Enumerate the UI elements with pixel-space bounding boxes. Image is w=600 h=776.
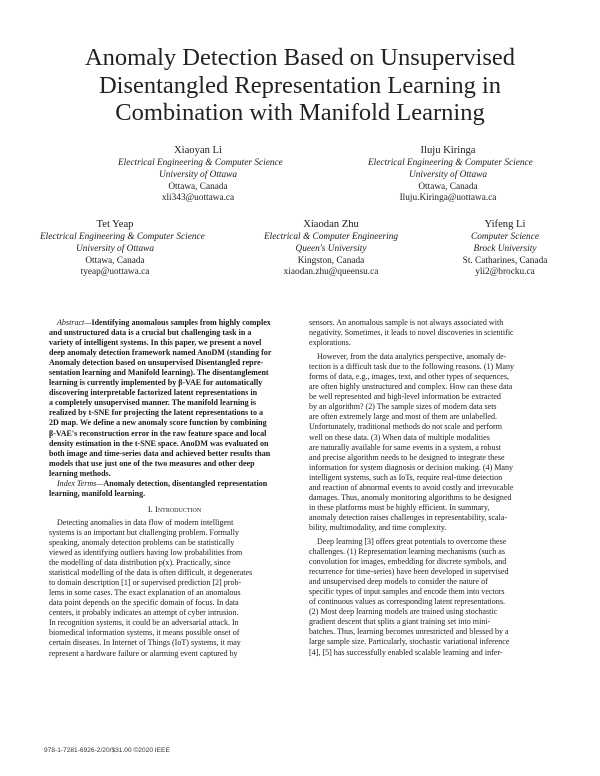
abstract-line: β-VAE's reconstruction error in the raw feature space and local bbox=[49, 428, 267, 438]
index-terms-line: Anomaly detection, disentangled representation bbox=[103, 478, 268, 488]
body-line: Deep learning [3] offers great potentials to overcome these bbox=[317, 536, 507, 546]
author-univ: University of Ottawa bbox=[409, 169, 487, 180]
intro-line: certain diseases. In Internet of Things (IoT) systems, it may bbox=[49, 638, 241, 648]
author-name: Iluju Kiringa bbox=[420, 145, 476, 156]
intro-line: In recognition systems, it could be an adversarial attack. In bbox=[49, 618, 239, 628]
body-line: anomaly detection raises challenges in representability, scala- bbox=[309, 512, 508, 522]
abstract-line: sentation learning and Manifold learning). The disentanglement bbox=[49, 368, 269, 378]
intro-line: represent a hardware failure or alarming event captured by bbox=[49, 648, 238, 658]
body-line: sensors. An anomalous sample is not always associated with bbox=[309, 318, 504, 327]
body-line: forms of data, e.g., images, text, and other types of sequences, bbox=[309, 372, 509, 382]
intro-line: lems in some cases. The exact explanation of an anomalous bbox=[49, 588, 241, 598]
body-line: specific types of input samples and encode them into vectors bbox=[309, 587, 505, 597]
body-line: Unfortunately, traditional methods do not scale and perform bbox=[309, 422, 502, 432]
paragraph bbox=[309, 352, 560, 533]
author-block bbox=[256, 218, 406, 279]
index-terms-line: learning, manifold learning. bbox=[49, 488, 146, 498]
paper-title bbox=[40, 44, 560, 127]
author-block bbox=[430, 218, 580, 279]
author-name: Tet Yeap bbox=[96, 219, 134, 230]
abstract: Abstract—Identifying anomalous samples from highly complex and unstructured data is a crucial but challenging task in a variety of intelligent systems. In this paper, we present a novel deep anomaly detection framework named AnoDM (standing for Anomaly detection based on unsupervised Disentangled repre- sentation learning and Manifold learning). The disentanglement learning is currently implemented by β-VAE for automatically discovering interpretable factorized latent representations in a completely unsupervised manner. The manifold learning is realized by t-SNE for projecting the latent representations to a 2D map. We define a new anomaly score function by combining β-VAE's reconstruction error in the raw feature space and local density estimation in the t-SNE space. AnoDM was evaluated on both image and time-series data and achieved better results than models that use just one of the two measures and other deep learning methods. Index Terms—Anomaly detection, disentangled representation learning, manifold learning. bbox=[49, 318, 300, 499]
abstract-line: 2D map. We define a new anomaly score function by combining bbox=[49, 418, 267, 428]
intro-line: systems is an important but challenging problem. Formally bbox=[49, 527, 239, 537]
author-block bbox=[40, 218, 205, 279]
body-line: batches. Thus, learning becomes unrestricted and blessed by a bbox=[309, 627, 509, 637]
author-email: yli2@brocku.ca bbox=[475, 267, 535, 278]
intro-line: viewed as identifying outliers having low probabilities from bbox=[49, 548, 243, 558]
abstract-line: deep anomaly detection framework named AnoDM (standing for bbox=[49, 348, 272, 358]
body-line: (2) Most deep learning models are trained using stochastic bbox=[309, 607, 498, 617]
body-line: and unsupervised deep models to consider the nature of bbox=[309, 577, 488, 587]
section-heading: I. Introduction bbox=[147, 503, 202, 514]
abstract-line: models that use just one of the two measures and other deep bbox=[49, 458, 255, 468]
body-line: of continuous values as corresponding latent representations. bbox=[309, 597, 505, 607]
body-line: challenges. (1) Representation learning mechanisms (such as bbox=[309, 547, 505, 557]
index-terms-label: Index Terms bbox=[57, 478, 97, 488]
author-dept: Electrical Engineering & Computer Science bbox=[118, 158, 283, 168]
abstract-line: density estimation in the t-SNE space. AnoDM was evaluated on bbox=[49, 438, 269, 448]
abstract-line: variety of intelligent systems. In this paper, we present a novel bbox=[49, 338, 262, 348]
abstract-line: learning methods. bbox=[49, 468, 111, 478]
body-line: convolution for images, embedding for discrete symbols, and bbox=[309, 557, 507, 567]
author-location: Ottawa, Canada bbox=[85, 255, 145, 266]
body-line: bility, multimodality, and time complexity. bbox=[309, 522, 447, 532]
body-line: recurrence for time-series) have been developed in supervised bbox=[309, 567, 509, 577]
author-dept: Electrical Engineering & Computer Science bbox=[368, 158, 533, 168]
body-line: damages. Thus, anomaly monitoring algorithms to be designed bbox=[309, 492, 512, 502]
abstract-label: Abstract bbox=[57, 318, 85, 327]
title-line: Combination with Manifold Learning bbox=[115, 99, 485, 126]
title-line: Disentangled Representation Learning in bbox=[98, 71, 502, 99]
left-column bbox=[49, 318, 300, 659]
body-line: be well represented and high-level information be extracted bbox=[309, 392, 501, 402]
title-line: Anomaly Detection Based on Unsupervised bbox=[84, 44, 516, 71]
author-dept: Computer Science bbox=[471, 232, 539, 242]
paragraph bbox=[309, 537, 560, 658]
body-line: are naturally available for same events in a system, a robust bbox=[309, 442, 501, 452]
intro-paragraph bbox=[49, 518, 300, 659]
author-block bbox=[118, 144, 283, 205]
author-location: Kingston, Canada bbox=[297, 255, 365, 266]
intro-line: speaking, anomaly detection problems can be statistically bbox=[49, 537, 235, 547]
author-univ: Queen's University bbox=[295, 243, 367, 254]
abstract-line: a completely unsupervised manner. The manifold learning is bbox=[49, 398, 257, 408]
body-line: However, from the data analytics perspective, anomaly de- bbox=[317, 352, 507, 362]
copyright-footer: 978-1-7281-6926-2/20/$31.00 ©2020 IEEE bbox=[44, 747, 170, 754]
abstract-line: learning is currently implemented by β-VAE for automatically bbox=[49, 378, 263, 388]
body-line: gradient descent that splits a giant training set into mini- bbox=[309, 617, 491, 627]
author-location: Ottawa, Canada bbox=[168, 181, 228, 192]
body-line: well on these data. (3) When data of multiple modalities bbox=[309, 432, 490, 442]
abstract-line: Identifying anomalous samples from highly complex bbox=[91, 318, 271, 327]
abstract-line: both image and time-series data and achieved better results than bbox=[49, 448, 271, 458]
author-univ: Brock University bbox=[473, 243, 537, 254]
author-email: xli343@uottawa.ca bbox=[161, 193, 235, 204]
body-line: and reaction of abnormal events to avoid costly and irrevocable bbox=[309, 482, 514, 492]
intro-line: biomedical information systems, it means possible onset of bbox=[49, 628, 240, 638]
abstract-line: realized by t-SNE for projecting the latent representations to a bbox=[49, 408, 264, 418]
body-line: are often highly unstructured and complex. How can these data bbox=[309, 382, 513, 392]
intro-line: the modelling of data distribution p(x). Practically, since bbox=[49, 558, 231, 568]
right-column bbox=[309, 318, 560, 658]
abstract-line: discovering interpretable factorized latent representations in bbox=[49, 388, 258, 398]
body-line: large sample size. Particularly, stochastic variational inference bbox=[309, 637, 510, 647]
body-line: by an algorithm? (2) The sample sizes of modern data sets bbox=[309, 402, 497, 412]
body-line: and precise algorithm needs to be designed to integrate these bbox=[309, 452, 505, 462]
body-line: are often extremely large and most of them are unlabelled. bbox=[309, 412, 497, 422]
author-name: Yifeng Li bbox=[484, 219, 526, 230]
author-block bbox=[368, 144, 533, 205]
author-dept: Electrical & Computer Engineering bbox=[263, 232, 398, 242]
body-line: information for system diagnosis or decision making. (4) Many bbox=[309, 462, 514, 472]
paragraph bbox=[309, 318, 560, 348]
body-line: negativity. Sometimes, it leads to novel discoveries in scientific bbox=[309, 328, 514, 338]
author-dept: Electrical Engineering & Computer Science bbox=[40, 232, 205, 242]
author-email: xiaodan.zhu@queensu.ca bbox=[283, 267, 379, 278]
body-line: [4], [5] has successfully enabled scalable learning and infer- bbox=[309, 647, 503, 657]
intro-line: statistical modelling of the data is often difficult, it degenerates bbox=[49, 568, 253, 578]
author-name: Xiaodan Zhu bbox=[303, 219, 359, 230]
body-line: tection is a difficult task due to the following reasons. (1) Many bbox=[309, 362, 515, 372]
intro-line: Detecting anomalies in data flow of modern intelligent bbox=[57, 517, 234, 527]
author-email: tyeap@uottawa.ca bbox=[80, 267, 150, 278]
intro-line: to domain description [1] or supervised prediction [2] prob- bbox=[49, 578, 242, 588]
body-line: in these platforms must be highly efficient. In summary, bbox=[309, 502, 490, 512]
abstract-line: Anomaly detection based on unsupervised Disentangled repre- bbox=[49, 358, 264, 368]
body-line: explorations. bbox=[309, 338, 351, 348]
author-location: St. Catharines, Canada bbox=[462, 255, 548, 266]
author-email: Iluju.Kiringa@uottawa.ca bbox=[399, 193, 497, 204]
author-univ: University of Ottawa bbox=[159, 169, 237, 180]
abstract-line: and unstructured data is a crucial but challenging task in a bbox=[49, 328, 252, 338]
author-name: Xiaoyan Li bbox=[174, 145, 222, 156]
intro-line: centers, it probably indicates an attempt of cyber intrusion. bbox=[49, 608, 239, 618]
intro-line: data point depends on the specific domain of focus. In data bbox=[49, 598, 239, 608]
author-location: Ottawa, Canada bbox=[418, 181, 478, 192]
author-univ: University of Ottawa bbox=[76, 243, 154, 254]
body-line: intelligent systems, such as IoTs, require real-time detection bbox=[309, 472, 503, 482]
